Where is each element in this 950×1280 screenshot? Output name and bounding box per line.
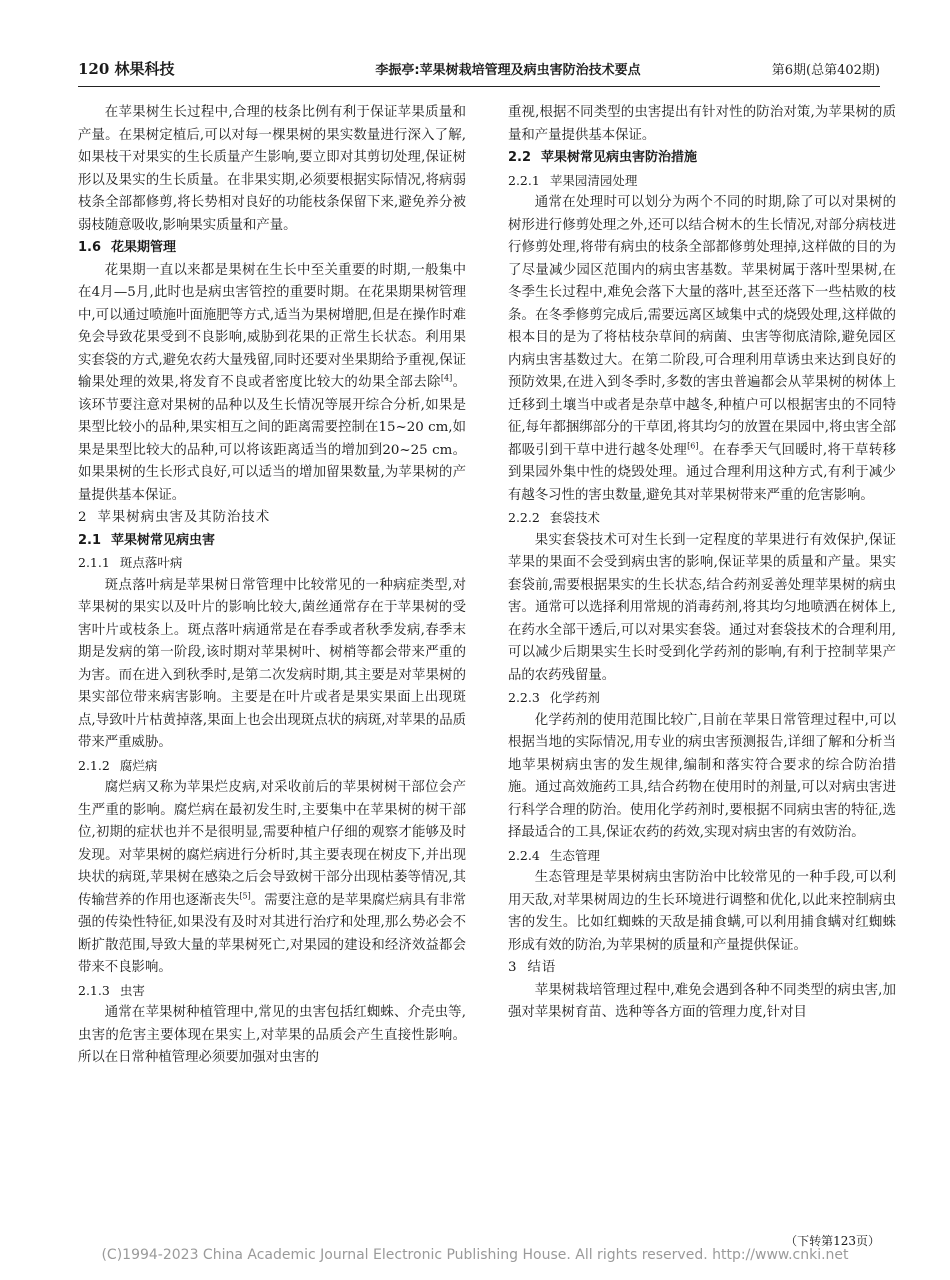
header-rule xyxy=(78,86,880,87)
issue-number: 第6期(总第402期) xyxy=(771,63,880,78)
section-heading-2-2-4: 2.2.4 生态管理 xyxy=(508,847,600,863)
paragraph: 花果期一直以来都是果树在生长中至关重要的时期,一般集中在4月—5月,此时也是病虫害管控的重要时期。在花果期果树管理中,可以通过喷施叶面施肥等方式,适当为果树增肥,但是在操作时难免会导致花果受到不良影响,威胁到花果的正常生长状态。利用果实套袋的方式,避免农药大量残留,同时还要对坐果期给予重视,保证输果处理的效果,将发育不良或者密度比较大的幼果全部去除[4]。该环节要注意对果树的品种以及生长情况等展开综合分析,如果是果型比较小的品种,果实相互之间的距离需要控制在15~20 cm,如果是果型比较大的品种,可以将该距离适当的增加到20~25 cm。如果果树的生长形式良好,可以适当的增加留果数量,为苹果树的产量提供基本保证。 xyxy=(78,262,466,503)
section-heading-2: 2 苹果树病虫害及其防治技术 xyxy=(78,510,271,525)
copyright-footer: (C)1994-2023 China Academic Journal Electronic Publishing House. All rights reserved. http://www.cnki.net xyxy=(101,1247,849,1263)
section-heading-2-1-2: 2.1.2 腐烂病 xyxy=(78,757,158,773)
paragraph: 重视,根据不同类型的虫害提出有针对性的防治对策,为苹果树的质量和产量提供基本保证。 xyxy=(508,105,896,143)
section-heading-2-2: 2.2 苹果树常见病虫害防治措施 xyxy=(508,150,698,165)
page-number-journal: 120 林果科技 xyxy=(78,60,175,78)
citation-ref[interactable]: [6] xyxy=(687,441,699,451)
section-heading-2-2-3: 2.2.3 化学药剂 xyxy=(508,690,600,705)
right-column xyxy=(508,102,896,1025)
paragraph: 通常在处理时可以划分为两个不同的时期,除了可以对果树的树形进行修剪处理之外,还可以结合树木的生长情况,对部分病枝进行修剪处理,将带有病虫的枝条全部都修剪处理掉,这样做的目的为了尽量减少园区范围内的病虫害基数。苹果树属于落叶型果树,在冬季生长过程中,难免会落下大量的落叶,甚至还落下一些枯败的枝条。在冬季修剪完成后,需要远离区域集中式的烧毁处理,这样做的根本目的是为了将枯枝杂草间的病菌、虫害等彻底清除,避免园区内病虫害基数过大。在第二阶段,可合理利用草诱虫来达到良好的预防效果,在进入到冬季时,多数的害虫普遍都会从苹果树的树体上迁移到土壤当中或者是杂草中越冬,种植户可以根据害虫的不同特征,每年都捆绑部分的干草团,将其均匀的放置在果园中,将虫害全部都吸引到干草中进行越冬处理[6]。在春季天气回暖时,将干草转移到果园外集中性的烧毁处理。通过合理利用这种方式,有利于减少有越冬习性的害虫数量,避免其对苹果树带来严重的危害影响。 xyxy=(508,195,897,503)
running-title: 李振亭:苹果树栽培管理及病虫害防治技术要点 xyxy=(375,63,641,78)
paragraph: 通常在苹果树种植管理中,常见的虫害包括红蜘蛛、介壳虫等,虫害的危害主要体现在果实上,对苹果的品质会产生直接性影响。所以在日常种植管理必须要加强对虫害的 xyxy=(78,1005,466,1065)
paragraph: 在苹果树生长过程中,合理的枝条比例有利于保证苹果质量和产量。在果树定植后,可以对每一棵果树的果实数量进行深入了解,如果枝干对果实的生长质量产生影响,要立即对其剪切处理,保证树形以及果实的生长质量。在非果实期,必须要根据实际情况,将病弱枝条全部都修剪,将长势相对良好的功能枝条保留下来,避免养分被弱枝随意吸收,影响果实质量和产量。 xyxy=(78,105,466,233)
paragraph: 斑点落叶病是苹果树日常管理中比较常见的一种病症类型,对苹果树的果实以及叶片的影响比较大,菌丝通常存在于苹果树的受害叶片或枝条上。斑点落叶病通常是在春季或者秋季发病,春季末期是发病的第一阶段,该时期对苹果树叶、树梢等都会带来严重的为害。而在进入到秋季时,是第二次发病时期,其主要是对苹果树的果实部位带来病害影响。主要是在叶片或者是果实果面上出现斑点,导致叶片枯黄掉落,果面上也会出现斑点状的病斑,对苹果的品质带来严重威胁。 xyxy=(78,577,466,750)
section-heading-2-1-3: 2.1.3 虫害 xyxy=(78,982,145,998)
section-heading-3: 3 结语 xyxy=(508,960,557,975)
paragraph: 化学药剂的使用范围比较广,目前在苹果日常管理过程中,可以根据当地的实际情况,用专业的病虫害预测报告,详细了解和分析当地苹果树病虫害的发生规律,编制和落实符合要求的综合防治措施。通过高效施药工具,结合药物在使用时的剂量,可以对病虫害进行科学合理的防治。使用化学药剂时,要根据不同病虫害的特征,选择最适合的工具,保证农药的药效,实现对病虫害的有效防治。 xyxy=(508,712,896,840)
left-column xyxy=(78,102,466,1070)
section-heading-1-6: 1.6 花果期管理 xyxy=(78,240,177,255)
page-header xyxy=(78,58,880,88)
section-heading-2-1-1: 2.1.1 斑点落叶病 xyxy=(78,555,183,570)
continued-note: （下转第123页） xyxy=(785,1234,880,1248)
paragraph: 果实套袋技术可对生长到一定程度的苹果进行有效保护,保证苹果的果面不会受到病虫害的影响,保证苹果的质量和产量。果实套袋前,需要根据果实的生长状态,结合药剂妥善处理苹果树的病虫害。通常可以选择利用常规的消毒药剂,将其均匀地喷洒在树体上,在药水全部干透后,可以对果实套袋。通过对套袋技术的合理利用,可以减少后期果实生长时受到化学药剂的影响,有利于控制苹果产品的农药残留量。 xyxy=(508,532,896,683)
section-heading-2-2-1: 2.2.1 苹果园清园处理 xyxy=(508,172,638,188)
paragraph: 苹果树栽培管理过程中,难免会遇到各种不同类型的病虫害,加强对苹果树育苗、选种等各方面的管理力度,针对目 xyxy=(508,982,896,1020)
citation-ref[interactable]: [5] xyxy=(239,891,251,901)
paragraph: 腐烂病又称为苹果烂皮病,对采收前后的苹果树树干部位会产生严重的影响。腐烂病在最初发生时,主要集中在苹果树的树干部位,初期的症状也并不是很明显,需要种植户仔细的观察才能够及时发现。对苹果树的腐烂病进行分析时,其主要表现在树皮下,并出现块状的病斑,苹果树在感染之后会导致树干部分出现枯萎等情况,其传输营养的作用也逐渐丧失[5]。需要注意的是苹果腐烂病具有非常强的传染性特征,如果没有及时对其进行治疗和处理,那么势必会不断扩散范围,导致大量的苹果树死亡,对果园的建设和经济效益都会带来不良影响。 xyxy=(78,780,467,975)
paragraph: 生态管理是苹果树病虫害防治中比较常见的一种手段,可以利用天敌,对苹果树周边的生长环境进行调整和优化,以此来控制病虫害的发生。比如红蜘蛛的天敌是捕食螨,可以利用捕食螨对红蜘蛛形成有效的防治,为苹果树的质量和产量提供保证。 xyxy=(508,870,896,953)
citation-ref[interactable]: [4] xyxy=(440,373,453,383)
section-heading-2-2-2: 2.2.2 套袋技术 xyxy=(508,510,600,525)
section-heading-2-1: 2.1 苹果树常见病虫害 xyxy=(78,532,216,548)
